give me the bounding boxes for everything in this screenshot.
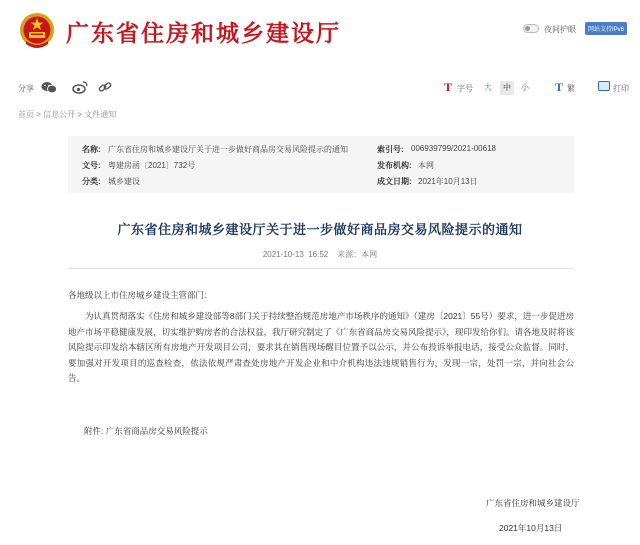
- wechat-icon[interactable]: [41, 80, 57, 94]
- meta-row: [68, 160, 574, 174]
- breadcrumb-notices[interactable]: 文件通知: [84, 110, 117, 119]
- meta-row: [68, 176, 574, 190]
- breadcrumb: [18, 109, 116, 120]
- share-label: 分享: [18, 84, 34, 93]
- font-size-large[interactable]: 大: [484, 83, 492, 92]
- article-publish-info: 2021-10-13 16:52 来源：本网: [262, 250, 378, 259]
- font-size-label: 字号: [457, 84, 473, 93]
- meta-publisher-label: 发布机构:: [377, 161, 412, 170]
- meta-date-label: 成文日期:: [377, 177, 412, 186]
- attachment-line: [84, 425, 208, 437]
- attachment-link[interactable]: 广东省商品房交易风险提示: [105, 426, 208, 436]
- breadcrumb-separator: >: [34, 110, 44, 119]
- meta-category-value: 城乡建设: [108, 177, 140, 186]
- breadcrumb-home[interactable]: 首页: [18, 110, 34, 119]
- print-button[interactable]: 打印: [613, 84, 629, 93]
- signature-organization: 广东省住房和城乡建设厅: [486, 498, 580, 508]
- article-salutation: 各地级以上市住房城乡建设主管部门:: [68, 290, 207, 300]
- ipv6-badge: 网站支持IPv6: [585, 22, 627, 35]
- meta-row: [68, 144, 574, 158]
- article-body: 为认真贯彻落实《住房和城乡建设部等8部门关于持续整治规范房地产市场秩序的通知》（建房〔2021〕55号）要求，进一步促进房地产市场平稳健康发展，切实维护购房者的合法权益，我厅研究制定了《广东省商品房交易风险提示》，现印发给你们。请各地及时将该风险提示印发给本辖区所有房地产开发项目公司，要求其在销售现场醒目位置予以公示，并公布投诉举报电话，接受公众监督。同时，要加强对开发项目的巡查检查，依法依规严肃查处房地产开发企业和中介机构违法违规销售行为，发现一宗，处罚一宗，并向社会公告。: [68, 311, 574, 384]
- document-metadata: [68, 136, 574, 193]
- meta-index-value: 006939799/2021-00618: [411, 144, 496, 153]
- national-emblem-icon: [18, 11, 56, 51]
- printer-icon[interactable]: [598, 81, 610, 91]
- weibo-icon[interactable]: [72, 80, 88, 94]
- night-mode-toggle[interactable]: [523, 24, 539, 33]
- meta-publisher-value: 本网: [418, 161, 434, 170]
- signature-date: 2021年10月13日: [499, 523, 563, 533]
- meta-name-label: 名称:: [82, 145, 101, 154]
- font-size-medium[interactable]: 中: [500, 81, 514, 95]
- meta-name-value: 广东省住房和城乡建设厅关于进一步做好商品房交易风险提示的通知: [108, 145, 348, 154]
- link-icon[interactable]: [97, 80, 113, 94]
- meta-index-label: 索引号:: [377, 145, 404, 154]
- night-mode-label[interactable]: 夜间护眼: [544, 25, 576, 34]
- breadcrumb-separator: >: [75, 110, 85, 119]
- font-size-icon: T: [444, 80, 453, 94]
- article-toolbar: [0, 78, 640, 98]
- article-title: 广东省住房和城乡建设厅关于进一步做好商品房交易风险提示的通知: [117, 222, 523, 237]
- meta-docno-value: 粤建房函〔2021〕732号: [108, 161, 196, 170]
- site-title[interactable]: 广东省住房和城乡建设厅: [66, 21, 341, 46]
- traditional-chinese-icon[interactable]: T: [555, 80, 564, 94]
- meta-docno-label: 文号:: [82, 161, 101, 170]
- meta-category-label: 分类:: [82, 177, 101, 186]
- site-header: [0, 0, 640, 66]
- meta-date-value: 2021年10月13日: [418, 177, 478, 186]
- traditional-chinese-toggle[interactable]: 繁: [567, 84, 575, 93]
- divider: [68, 268, 574, 269]
- font-size-small[interactable]: 小: [521, 83, 529, 92]
- attachment-label: 附件:: [84, 426, 104, 436]
- breadcrumb-info-public[interactable]: 信息公开: [43, 110, 76, 119]
